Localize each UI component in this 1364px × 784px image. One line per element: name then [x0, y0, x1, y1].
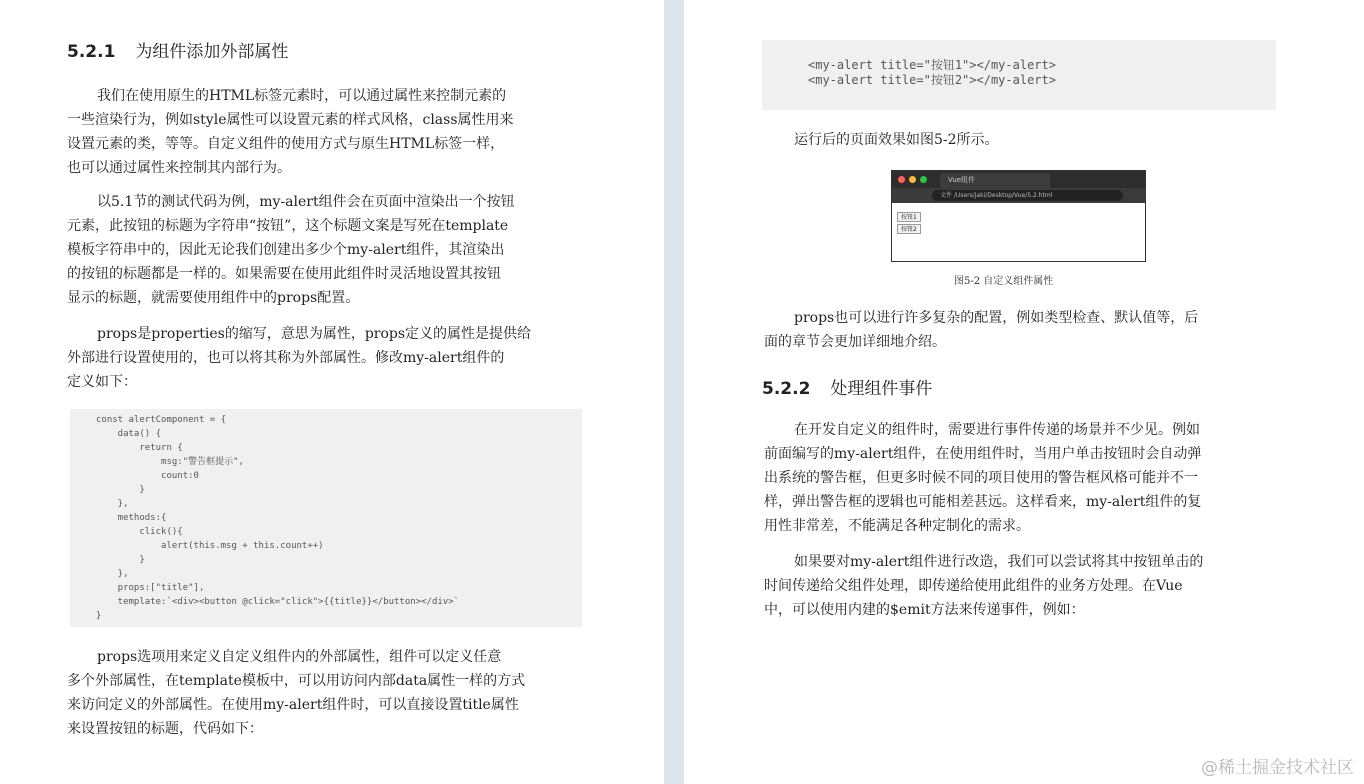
text-line: 出系统的警告框，但更多时候不同的项目使用的警告框风格可能并不一: [764, 470, 1198, 486]
code-line: props:["title"],: [96, 583, 205, 593]
paragraph: [67, 322, 587, 394]
text-line: 样，弹出警告框的逻辑也可能相差甚远。这样看来，my-alert组件的复: [764, 494, 1202, 510]
text-line: 设置元素的类，等等。自定义组件的使用方式与原生HTML标签一样，: [67, 136, 505, 152]
section-heading-5-2-2: [762, 374, 932, 399]
text-line: 如果要对my-alert组件进行改造，我们可以尝试将其中按钮单击的: [794, 554, 1204, 570]
code-line: <my-alert title="按钮1"></my-alert>: [808, 58, 1056, 72]
text-line: 在开发自定义的组件时，需要进行事件传递的场景并不少见。例如: [794, 422, 1200, 438]
zoom-dot-icon: [920, 176, 927, 183]
text-line: 外部进行设置使用的，也可以将其称为外部属性。修改my-alert组件的: [67, 350, 505, 366]
text-line: 以5.1节的测试代码为例，my-alert组件会在页面中渲染出一个按钮: [97, 194, 515, 210]
code-line: msg:"警告框提示",: [96, 457, 244, 467]
section-number: 5.2.1: [67, 42, 116, 62]
text-line: 元素，此按钮的标题为字符串“按钮”，这个标题文案是写死在template: [67, 218, 509, 234]
text-line: 来访问定义的外部属性。在使用my-alert组件时，可以直接设置title属性: [67, 697, 519, 713]
code-line: click(){: [96, 527, 183, 537]
text-line: 显示的标题，就需要使用组件中的props配置。: [67, 290, 360, 306]
browser-tab: Vue组件: [940, 173, 1050, 188]
text-line: 中，可以使用内建的$emit方法来传递事件，例如：: [764, 602, 1085, 618]
browser-address-bar: 文件 /Users/jaki/Desktop/Vue/5.2.html: [932, 190, 1123, 201]
code-line: },: [96, 569, 129, 579]
text-line: 前面编写的my-alert组件，在使用组件时，当用户单击按钮时会自动弹: [764, 446, 1202, 462]
paragraph: [764, 128, 1284, 152]
text-line: 的按钮的标题都是一样的。如果需要在使用此组件时灵活地设置其按钮: [67, 266, 501, 282]
browser-titlebar: [892, 171, 1145, 188]
code-line: <my-alert title="按钮2"></my-alert>: [808, 73, 1056, 87]
code-line: }: [96, 611, 102, 621]
close-dot-icon: [898, 176, 905, 183]
code-line: }: [96, 555, 145, 565]
section-title: 处理组件事件: [830, 379, 933, 399]
text-line: props是properties的缩写，意思为属性，props定义的属性是提供给: [97, 326, 532, 342]
section-title: 为组件添加外部属性: [135, 42, 289, 62]
text-line: 面的章节会更加详细地介绍。: [764, 334, 946, 350]
code-block: [70, 409, 582, 627]
paragraph: [67, 84, 587, 180]
text-line: 我们在使用原生的HTML标签元素时，可以通过属性来控制元素的: [97, 88, 507, 104]
text-line: 多个外部属性，在template模板中，可以用访问内部data属性一样的方式: [67, 673, 526, 689]
section-number: 5.2.2: [762, 379, 811, 399]
figure-button-1: 按钮1: [897, 212, 921, 222]
watermark: @稀土掘金技术社区: [1201, 758, 1354, 778]
figure-browser-screenshot: [891, 170, 1146, 262]
text-line: 也可以通过属性来控制其内部行为。: [67, 160, 291, 176]
page-gutter: [664, 0, 684, 784]
paragraph: [67, 190, 587, 310]
text-line: 时间传递给父组件处理，即传递给使用此组件的业务方处理。在Vue: [764, 578, 1183, 594]
paragraph: [764, 306, 1284, 354]
text-line: 一些渲染行为，例如style属性可以设置元素的样式风格，class属性用来: [67, 112, 514, 128]
figure-caption: 图5-2 自定义组件属性: [954, 276, 1054, 287]
code-line: methods:{: [96, 513, 167, 523]
text-line: 用性非常差，不能满足各种定制化的需求。: [764, 518, 1030, 534]
figure-button-2: 按钮2: [897, 224, 921, 234]
text-line: 来设置按钮的标题，代码如下：: [67, 721, 263, 737]
text-line: 模板字符串中的，因此无论我们创建出多少个my-alert组件，其渲染出: [67, 242, 505, 258]
section-heading-5-2-1: [67, 37, 288, 62]
paragraph: [67, 645, 587, 741]
text-line: 运行后的页面效果如图5-2所示。: [794, 132, 999, 148]
paragraph: [764, 550, 1284, 622]
text-line: 定义如下：: [67, 374, 137, 390]
text-line: props也可以进行许多复杂的配置，例如类型检查、默认值等，后: [794, 310, 1199, 326]
code-line: count:0: [96, 471, 199, 481]
browser-toolbar: [892, 188, 1145, 203]
right-page: [684, 0, 1364, 784]
code-block: [762, 40, 1276, 110]
code-line: template:`<div><button @click="click">{{title}}</button></div>`: [96, 597, 460, 607]
code-line: alert(this.msg + this.count++): [96, 541, 324, 551]
paragraph: [764, 418, 1284, 538]
code-line: const alertComponent = {: [96, 415, 227, 425]
code-line: data() {: [96, 429, 162, 439]
code-line: }: [96, 485, 145, 495]
code-line: },: [96, 499, 129, 509]
minimize-dot-icon: [909, 176, 916, 183]
text-line: props选项用来定义自定义组件内的外部属性，组件可以定义任意: [97, 649, 502, 665]
left-page: [0, 0, 664, 784]
code-line: return {: [96, 443, 183, 453]
